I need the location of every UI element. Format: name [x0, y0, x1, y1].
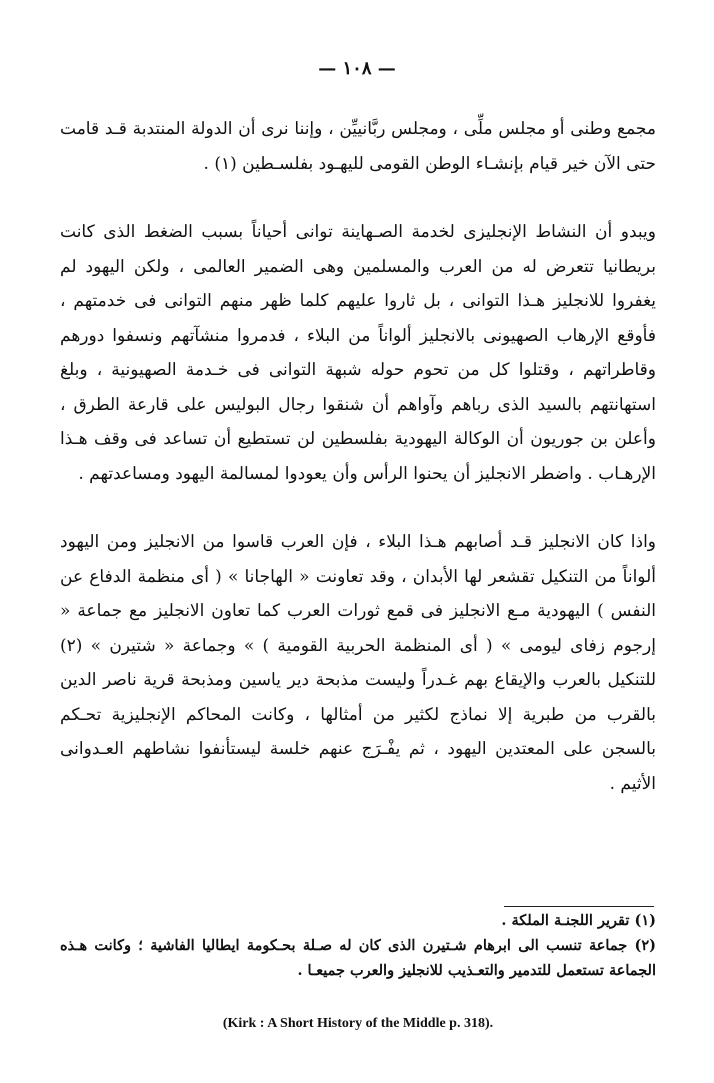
paragraph-3: واذا كان الانجليز قـد أصابهم هـذا البلاء ، فإن العرب قاسوا من الانجليز ومن اليهود ألواناً من التنكيل تقشعر لها الأبدان ، وقد تعاونت « الهاجانا » ( أى منظمة الدفاع عن النفس ) اليهودية مـع الانجليز فى قمع ثورات العرب كما تعاون الانجليز مع جماعة « إرجوم زفاى ليومى » ( أى المنظمة الحربية القومية ) » وجماعة « شتيرن » (٢) للتنكيل بالعرب والإيقاع بهم غـدراً وليست مذبحة دير ياسين ومذبحة قرية ناصر الدين بالقرب من طبرية إلا نماذج لكثير من أمثالها ، وكانت المحاكم الإنجليزية تحـكم بالسجن على المعتدين اليهود ، ثم يفْـرَج عنهم خلسة ليستأنفوا نشاطهم العـدوانى الأثيم . — [60, 532, 656, 794]
reference-citation: (Kirk : A Short History of the Middle p. 318). — [222, 1016, 494, 1031]
page-number: — ١٠٨ — — [318, 58, 396, 79]
footnote-1: (١) تقرير اللجنـة الملكة . — [501, 912, 656, 929]
body-text — [60, 112, 656, 801]
footnote-2: (٢) جماعة تنسب الى ابرهام شـتيرن الذى كان له صـلة بحـكومة ايطاليا الفاشية ؛ وكانت هـذه الجماعة تستعمل للتدمير والتعـذيب للانجليز والعرب جميعـا . — [60, 937, 656, 979]
paragraph-2: ويبدو أن النشاط الإنجليزى لخدمة الصـهاينة توانى أحياناً بسبب الضغط الذى كانت بريطانيا تتعرض له من العرب والمسلمين وهى الضمير العالمى ، ولكن اليهود لم يغفروا للانجليز هـذا التوانى ، بل ثاروا عليهم كلما ظهر منهم التوانى فى خدمتهم ، فأوقع الإرهاب الصهيونى بالانجليز ألواناً من البلاء ، فدمروا منشآتهم ونسفوا دورهم وقاطراتهم ، وقتلوا كل من تحوم حوله شبهة التوانى فى خـدمة الصهيونية ، وبلغ استهانتهم بالسيد الذى رباهم وآواهم أن شنقوا رجال البوليس على قارعة الطرق ، وأعلن بن جوريون أن الوكالة اليهودية بفلسطين لن تستطيع أن تساعد فى وقف هـذا الإرهـاب . واضطر الانجليز أن يحنوا الرأس وأن يعودوا لمسالمة اليهود ومساعدتهم . — [60, 222, 656, 484]
footnotes — [60, 908, 656, 983]
paragraph-1: مجمع وطنى أو مجلس ملِّى ، ومجلس ربَّانييِّن ، وإننا نرى أن الدولة المنتدبة قـد قامت حتى الآن خير قيام بإنشـاء الوطن القومى لليهـود بفلسـطين (١) . — [60, 119, 656, 174]
footnote-divider — [504, 906, 654, 907]
